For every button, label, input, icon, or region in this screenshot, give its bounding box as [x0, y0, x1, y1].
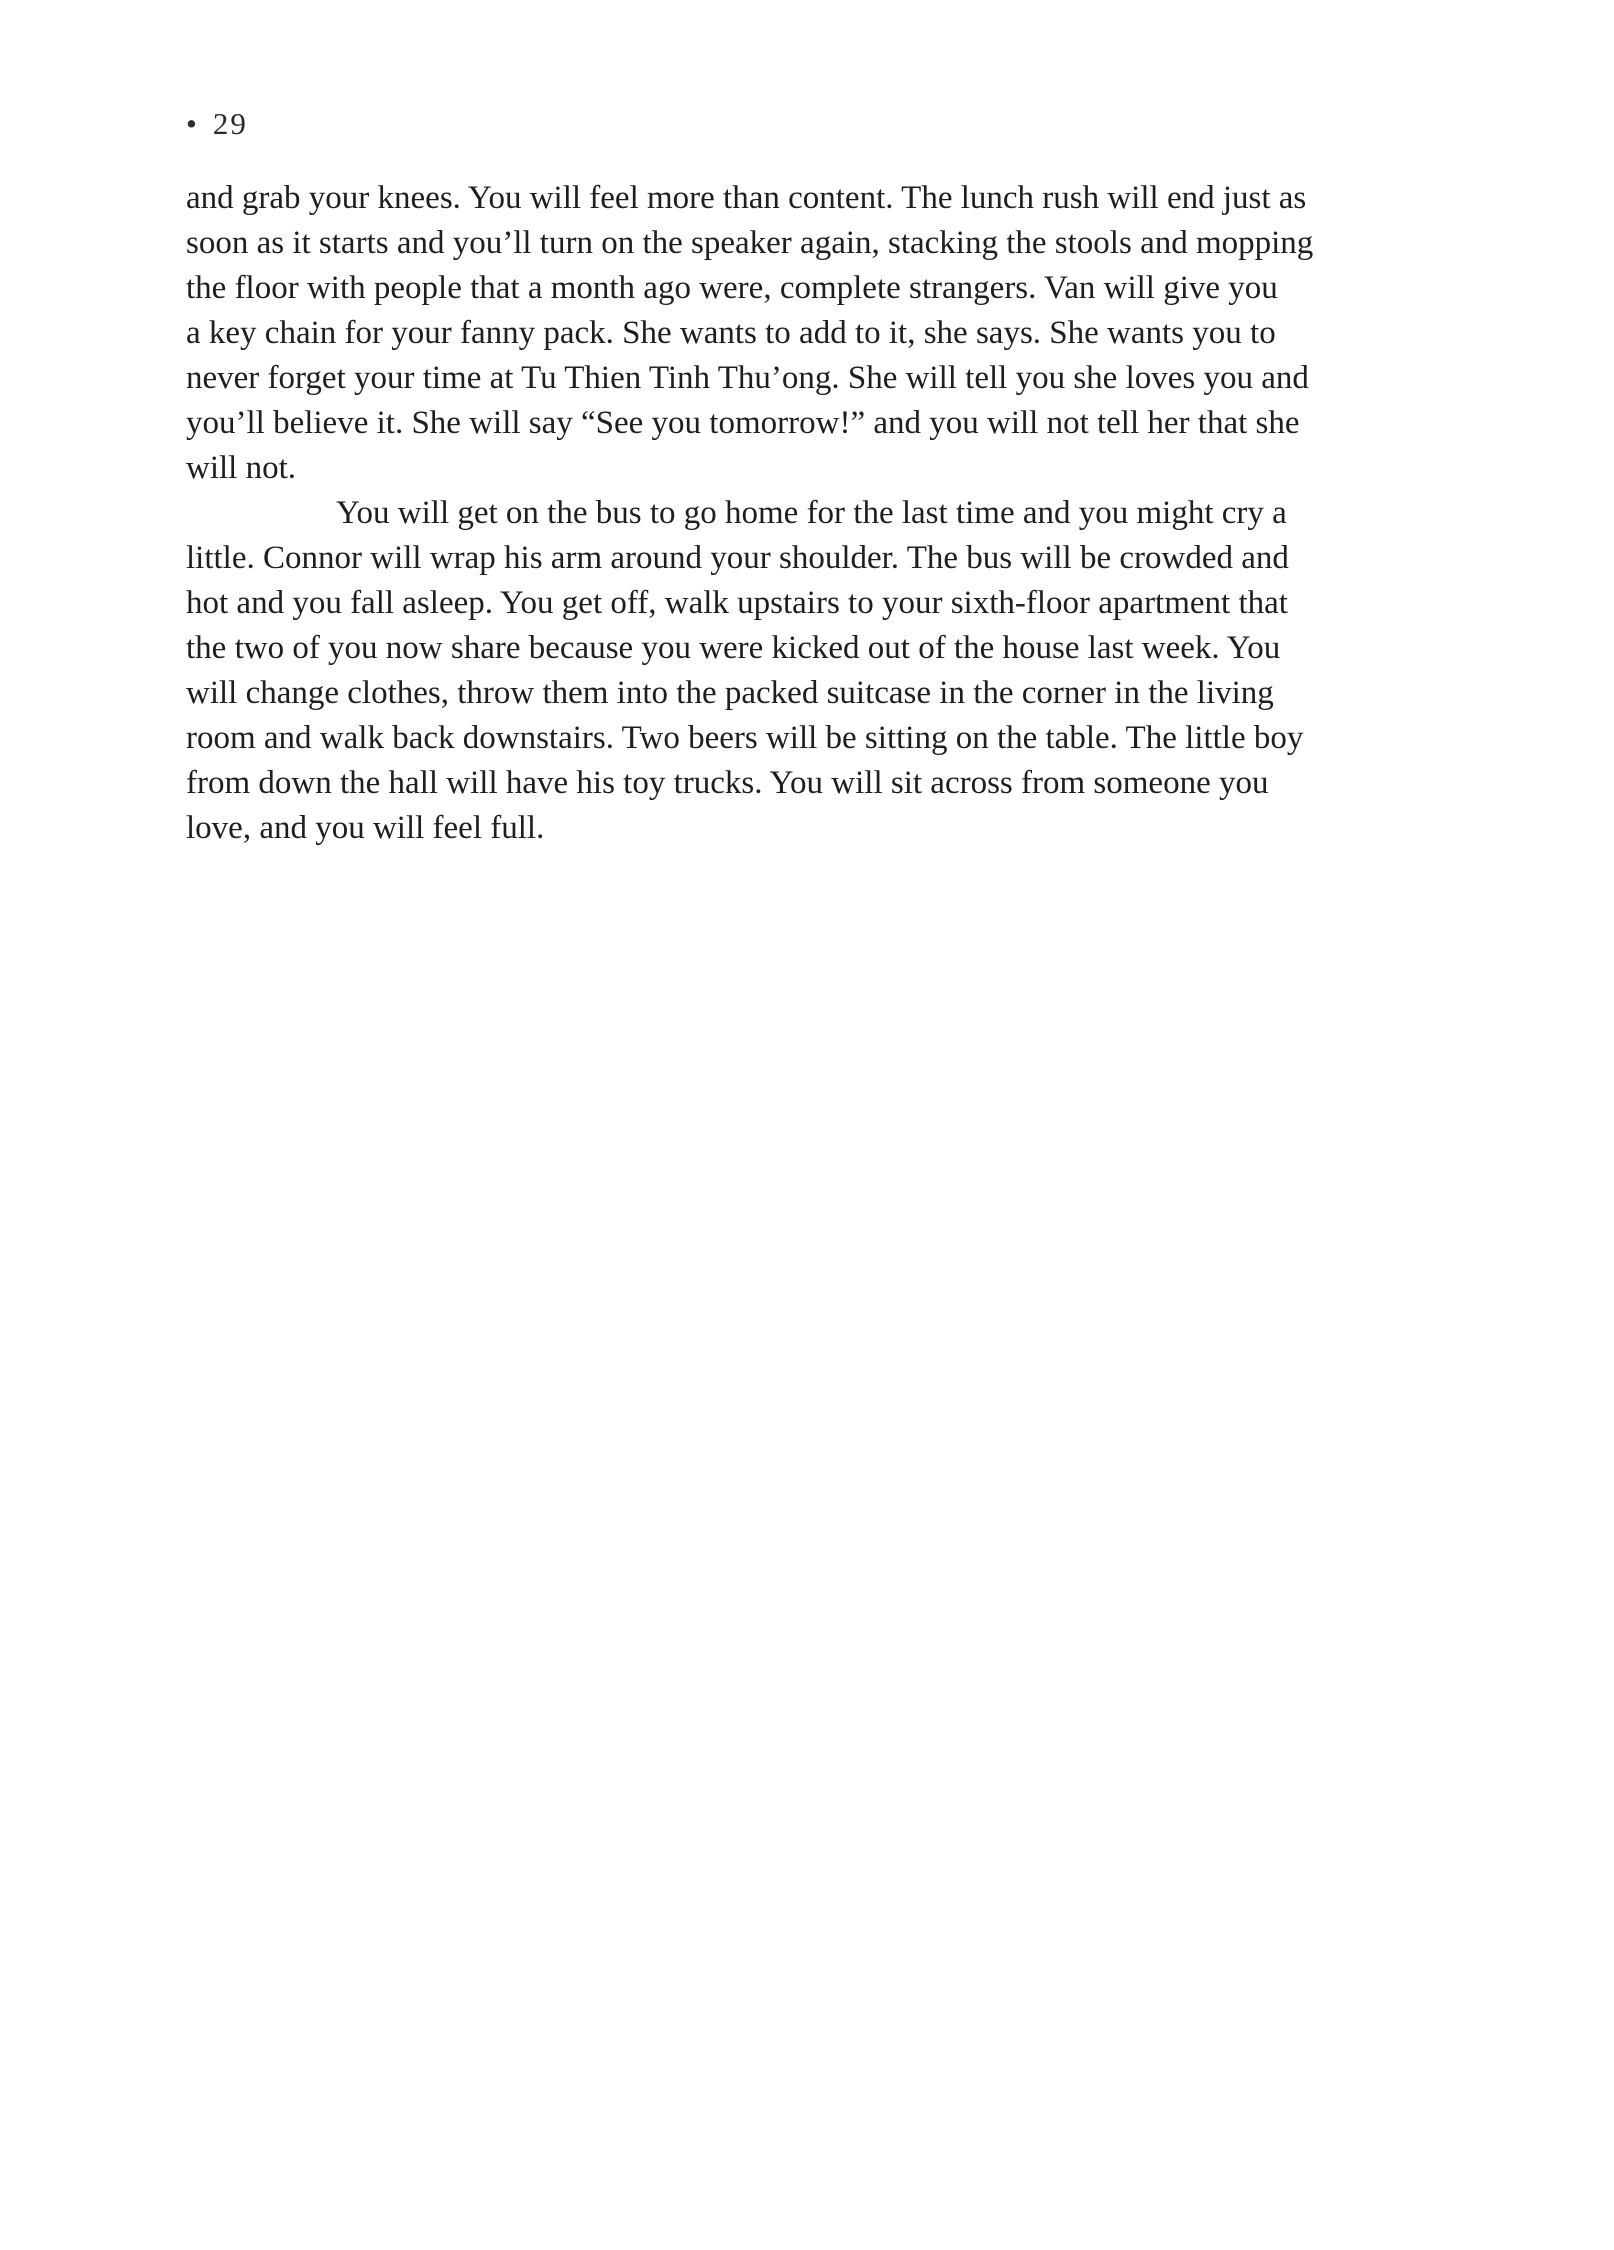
text-line: a key chain for your fanny pack. She wants to add to it, she says. She wants you to: [186, 315, 1276, 351]
text-line: will not.: [186, 450, 297, 486]
text-line: the floor with people that a month ago were, complete strangers. Van will give you: [186, 270, 1278, 306]
text-line: the two of you now share because you were kicked out of the house last week. You: [186, 630, 1281, 666]
text-line: soon as it starts and you’ll turn on the speaker again, stacking the stools and mopping: [186, 225, 1314, 261]
body-text: [186, 176, 1436, 851]
text-line: love, and you will feel full.: [186, 810, 545, 846]
text-line: hot and you fall asleep. You get off, walk upstairs to your sixth-floor apartment that: [186, 585, 1288, 621]
header-bullet: •: [186, 106, 199, 141]
text-line: room and walk back downstairs. Two beers will be sitting on the table. The little boy: [186, 720, 1304, 756]
text-line: you’ll believe it. She will say “See you tomorrow!” and you will not tell her that she: [186, 405, 1300, 441]
text-line: will change clothes, throw them into the packed suitcase in the corner in the living: [186, 675, 1274, 711]
text-line: and grab your knees. You will feel more than content. The lunch rush will end just as: [186, 180, 1307, 216]
text-line: little. Connor will wrap his arm around your shoulder. The bus will be crowded and: [186, 540, 1289, 576]
text-line: never forget your time at Tu Thien Tinh Thu’ong. She will tell you she loves you and: [186, 360, 1309, 396]
page-header: [186, 104, 248, 144]
text-line: from down the hall will have his toy trucks. You will sit across from someone you: [186, 765, 1269, 801]
paragraph-start-line: You will get on the bus to go home for the last time and you might cry a: [336, 495, 1287, 531]
page-number: 29: [212, 106, 248, 141]
